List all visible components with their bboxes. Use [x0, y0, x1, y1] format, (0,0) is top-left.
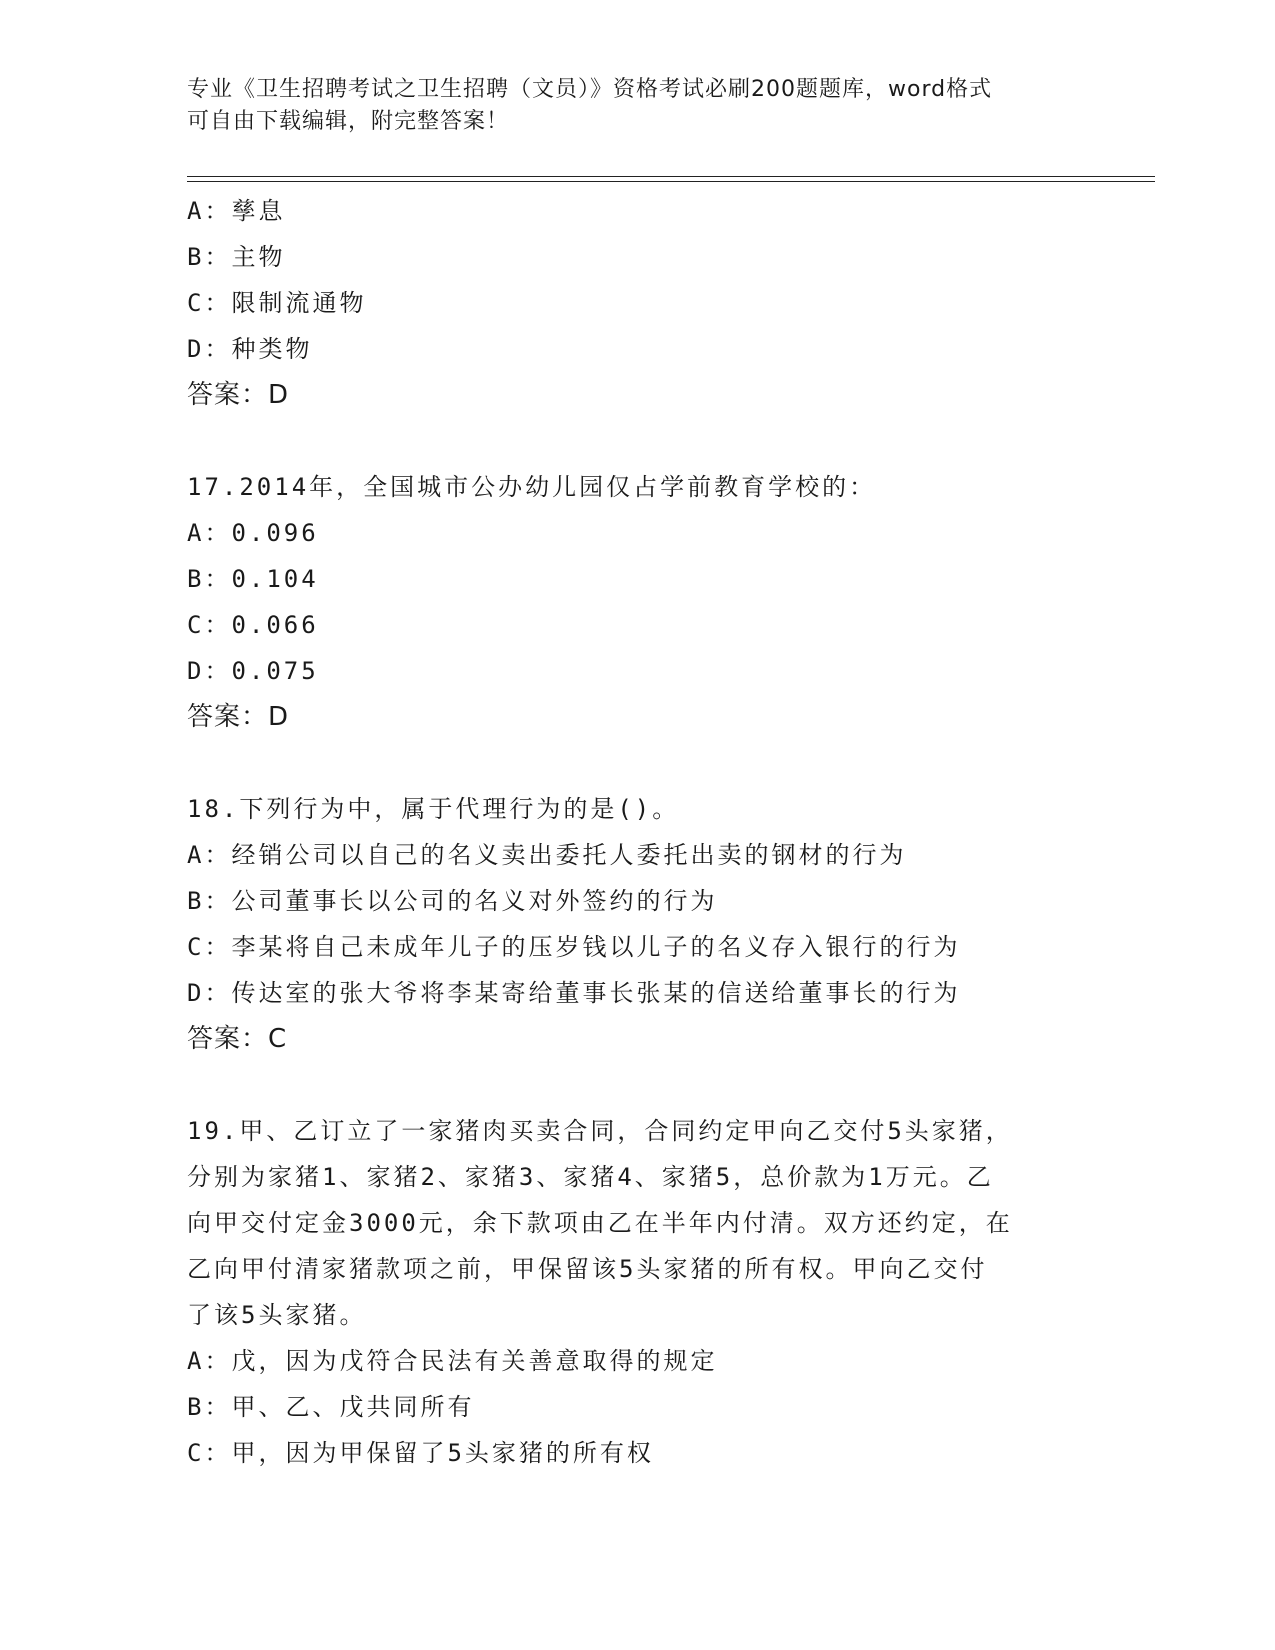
document-header: [187, 74, 1087, 138]
question-stem: 17.2014年，全国城市公办幼儿园仅占学前教育学校的：: [187, 473, 877, 501]
header-rule-top: [187, 176, 1155, 177]
stem-line: 向甲交付定金3000元，余下款项由乙在半年内付清。双方还约定，在: [187, 1209, 1013, 1237]
option-a: A：0.096: [187, 519, 319, 547]
stem-line: 19.甲、乙订立了一家猪肉买卖合同，合同约定甲向乙交付5头家猪，: [187, 1117, 1013, 1145]
option-d: D：传达室的张大爷将李某寄给董事长张某的信送给董事长的行为: [187, 979, 961, 1007]
stem-line: 了该5头家猪。: [187, 1301, 367, 1329]
option-b: B：主物: [187, 243, 286, 271]
option-a: A：孳息: [187, 197, 286, 225]
question-18: [187, 786, 1087, 1062]
option-a: A：经销公司以自己的名义卖出委托人委托出卖的钢材的行为: [187, 841, 907, 869]
option-b: B：公司董事长以公司的名义对外签约的行为: [187, 887, 718, 915]
question-stem: 18.下列行为中，属于代理行为的是()。: [187, 795, 680, 823]
question-16-continued: [187, 188, 1087, 418]
header-line-1: 专业《卫生招聘考试之卫生招聘（文员）》资格考试必刷200题题库，word格式: [187, 77, 993, 102]
answer: 答案：C: [187, 1024, 288, 1054]
option-c: C：甲，因为甲保留了5头家猪的所有权: [187, 1439, 654, 1467]
question-19: [187, 1108, 1087, 1476]
option-b: B：甲、乙、戊共同所有: [187, 1393, 475, 1421]
answer: 答案：D: [187, 380, 290, 410]
option-d: D：0.075: [187, 657, 319, 685]
header-line-2: 可自由下载编辑，附完整答案！: [187, 109, 510, 134]
stem-line: 乙向甲付清家猪款项之前，甲保留该5头家猪的所有权。甲向乙交付: [187, 1255, 988, 1283]
option-a: A：戊，因为戊符合民法有关善意取得的规定: [187, 1347, 718, 1375]
question-list: [187, 188, 1087, 1476]
option-d: D：种类物: [187, 335, 313, 363]
answer: 答案：D: [187, 702, 290, 732]
stem-line: 分别为家猪1、家猪2、家猪3、家猪4、家猪5，总价款为1万元。乙: [187, 1163, 994, 1191]
option-c: C：限制流通物: [187, 289, 367, 317]
question-17: [187, 464, 1087, 740]
question-stem: [187, 1108, 1087, 1338]
option-b: B：0.104: [187, 565, 319, 593]
option-c: C：李某将自己未成年儿子的压岁钱以儿子的名义存入银行的行为: [187, 933, 961, 961]
option-c: C：0.066: [187, 611, 319, 639]
header-rule-bottom: [187, 181, 1155, 182]
